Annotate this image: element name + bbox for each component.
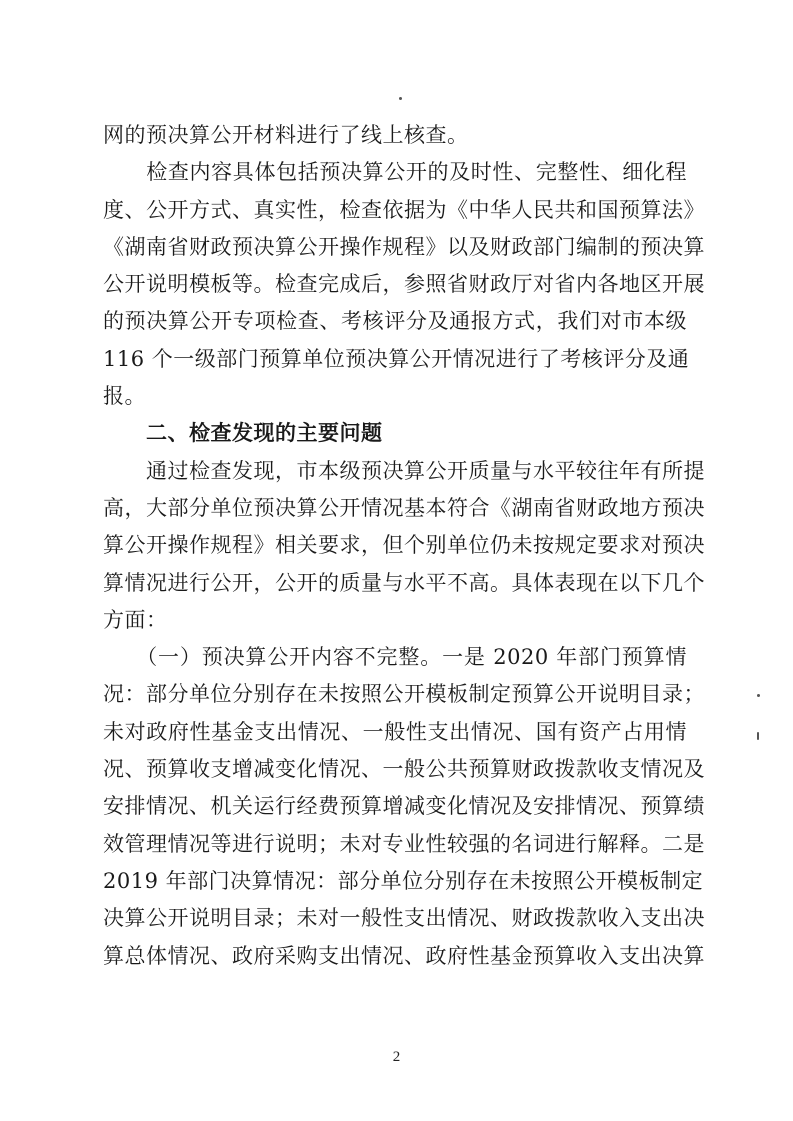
page-number: 2 [392, 1049, 401, 1065]
text-line: 未对政府性基金支出情况、一般性支出情况、国有资产占用情 [103, 719, 687, 744]
text-line: 的预决算公开专项检查、考核评分及通报方式，我们对市本级 [103, 309, 687, 334]
text-line: 116 个一级部门预算单位预决算公开情况进行了考核评分及通 [103, 346, 690, 371]
paragraph [103, 117, 687, 154]
text-line: 公开说明模板等。检查完成后，参照省财政厅对省内各地区开展 [103, 272, 705, 297]
text-line: 算公开操作规程》相关要求，但个别单位仍未按规定要求对预决 [103, 533, 705, 558]
text-line: 算情况进行公开，公开的质量与水平不高。具体表现在以下几个 [103, 570, 705, 595]
text-line: 通过检查发现，市本级预决算公开质量与水平较往年有所提 [103, 458, 705, 483]
text-line: 检查内容具体包括预决算公开的及时性、完整性、细化程 [103, 160, 687, 185]
text-line: 报。 [103, 384, 146, 409]
section-heading [103, 415, 687, 452]
paragraph [103, 154, 705, 415]
scan-speck-right-1 [757, 694, 760, 697]
paragraph [103, 639, 705, 975]
text-line: 度、公开方式、真实性，检查依据为《中华人民共和国预算法》 [103, 197, 705, 222]
text-line: （一）预决算公开内容不完整。一是 2020 年部门预算情 [103, 645, 687, 670]
text-line: 决算公开说明目录；未对一般性支出情况、财政拨款收入支出决 [103, 906, 705, 931]
text-line: 网的预决算公开材料进行了线上核查。 [103, 123, 469, 147]
text-line: 况：部分单位分别存在未按照公开模板制定预算公开说明目录； [103, 682, 705, 707]
text-line: 算总体情况、政府采购支出情况、政府性基金预算收入支出决算 [103, 943, 705, 968]
text-line: 高，大部分单位预决算公开情况基本符合《湖南省财政地方预决 [103, 495, 705, 520]
text-line: 效管理情况等进行说明；未对专业性较强的名词进行解释。二是 [103, 831, 705, 856]
text-line: 二、检查发现的主要问题 [103, 421, 383, 446]
scan-speck-right-2 [757, 732, 759, 740]
text-line: 2019 年部门决算情况：部分单位分别存在未按照公开模板制定 [103, 868, 704, 893]
text-line: 方面： [103, 607, 168, 632]
scan-speck-top [399, 97, 402, 100]
body-text [103, 117, 705, 975]
paragraph [103, 453, 705, 639]
text-line: 况、预算收支增减变化情况、一般公共预算财政拨款收支情况及 [103, 757, 705, 782]
text-line: 安排情况、机关运行经费预算增减变化情况及安排情况、预算绩 [103, 794, 705, 819]
text-line: 《湖南省财政预决算公开操作规程》以及财政部门编制的预决算 [103, 234, 705, 259]
